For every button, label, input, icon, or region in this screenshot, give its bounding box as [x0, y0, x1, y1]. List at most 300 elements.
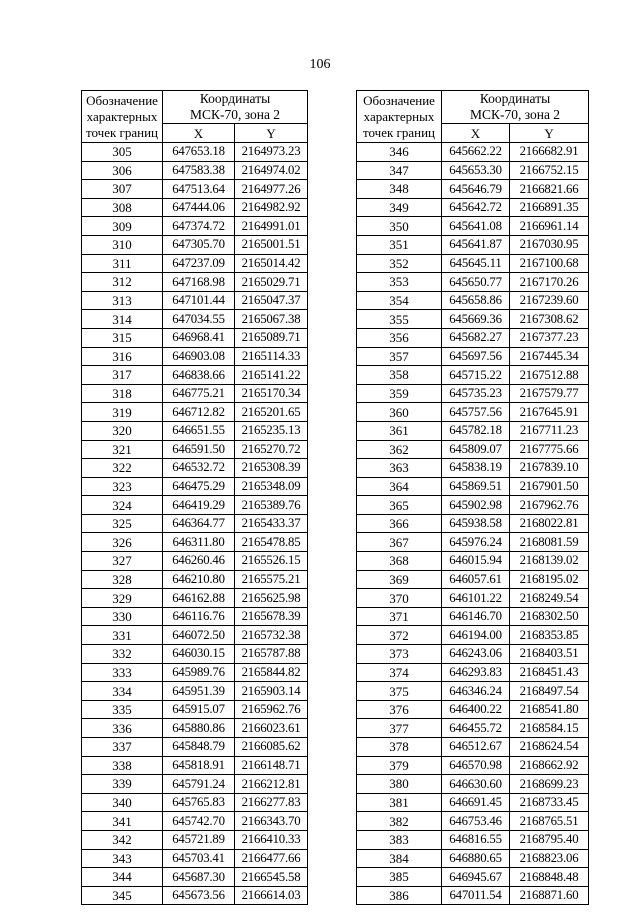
x-coordinate-cell: 645880.86 [163, 719, 235, 738]
y-coordinate-cell: 2168302.50 [510, 607, 589, 626]
y-coordinate-cell: 2166545.58 [235, 868, 308, 887]
point-label-line: точек границ [85, 124, 159, 140]
table-row [82, 403, 308, 422]
coordinates-title-line: Координаты [479, 91, 551, 106]
x-coordinate-cell: 647305.70 [163, 235, 235, 254]
point-number-cell: 333 [82, 663, 163, 682]
table-row [357, 886, 589, 905]
point-number-cell: 336 [82, 719, 163, 738]
y-coordinate-cell: 2168139.02 [510, 552, 589, 571]
table-row [82, 775, 308, 794]
table-row [82, 384, 308, 403]
y-coordinate-cell: 2166023.61 [235, 719, 308, 738]
table-row [357, 607, 589, 626]
y-coordinate-cell: 2165433.37 [235, 514, 308, 533]
point-label-line: характерных [363, 108, 435, 124]
point-number-cell: 359 [357, 384, 442, 403]
x-coordinate-cell: 645641.87 [442, 235, 510, 254]
x-column-header: X [163, 124, 235, 143]
point-number-cell: 364 [357, 477, 442, 496]
point-number-cell: 325 [82, 514, 163, 533]
point-number-cell: 372 [357, 626, 442, 645]
x-coordinate-cell: 645818.91 [163, 756, 235, 775]
y-coordinate-cell: 2165962.76 [235, 700, 308, 719]
table-row [357, 700, 589, 719]
table-row [357, 459, 589, 478]
y-coordinate-cell: 2167445.34 [510, 347, 589, 366]
point-number-cell: 349 [357, 198, 442, 217]
point-number-cell: 360 [357, 403, 442, 422]
table-row [82, 570, 308, 589]
table-row [82, 552, 308, 571]
y-coordinate-cell: 2164991.01 [235, 217, 308, 236]
x-coordinate-cell: 645869.51 [442, 477, 510, 496]
x-coordinate-cell: 647444.06 [163, 198, 235, 217]
x-coordinate-cell: 646475.29 [163, 477, 235, 496]
x-coordinate-cell: 647034.55 [163, 310, 235, 329]
point-number-cell: 369 [357, 570, 442, 589]
table-row [82, 198, 308, 217]
point-label-header [357, 91, 442, 143]
x-coordinate-cell: 645782.18 [442, 421, 510, 440]
table-row [82, 886, 308, 905]
coordinates-table-left [81, 90, 308, 905]
table-row [82, 161, 308, 180]
point-number-cell: 312 [82, 273, 163, 292]
y-coordinate-cell: 2165029.71 [235, 273, 308, 292]
y-coordinate-cell: 2168765.51 [510, 812, 589, 831]
y-coordinate-cell: 2166085.62 [235, 738, 308, 757]
x-coordinate-cell: 647011.54 [442, 886, 510, 905]
table-row [357, 682, 589, 701]
point-number-cell: 305 [82, 143, 163, 162]
y-coordinate-cell: 2166212.81 [235, 775, 308, 794]
y-coordinate-cell: 2167962.76 [510, 496, 589, 515]
table-row [357, 291, 589, 310]
table-row [357, 180, 589, 199]
x-coordinate-cell: 645902.98 [442, 496, 510, 515]
y-coordinate-cell: 2166477.66 [235, 849, 308, 868]
point-number-cell: 363 [357, 459, 442, 478]
x-coordinate-cell: 645791.24 [163, 775, 235, 794]
point-number-cell: 355 [357, 310, 442, 329]
x-coordinate-cell: 645838.19 [442, 459, 510, 478]
point-number-cell: 310 [82, 235, 163, 254]
y-coordinate-cell: 2166961.14 [510, 217, 589, 236]
point-number-cell: 313 [82, 291, 163, 310]
coordinates-header [442, 91, 589, 124]
y-coordinate-cell: 2168733.45 [510, 793, 589, 812]
point-number-cell: 343 [82, 849, 163, 868]
x-coordinate-cell: 646146.70 [442, 607, 510, 626]
y-coordinate-cell: 2167239.60 [510, 291, 589, 310]
y-coordinate-cell: 2167579.77 [510, 384, 589, 403]
page-number: 106 [309, 57, 331, 72]
point-number-cell: 352 [357, 254, 442, 273]
table-row [357, 719, 589, 738]
x-coordinate-cell: 645645.11 [442, 254, 510, 273]
y-coordinate-cell: 2165114.33 [235, 347, 308, 366]
point-number-cell: 376 [357, 700, 442, 719]
y-coordinate-cell: 2168497.54 [510, 682, 589, 701]
table-row [82, 440, 308, 459]
point-number-cell: 383 [357, 830, 442, 849]
point-label-header [82, 91, 163, 143]
table-row [357, 440, 589, 459]
y-coordinate-cell: 2168249.54 [510, 589, 589, 608]
table-row [357, 812, 589, 831]
point-number-cell: 357 [357, 347, 442, 366]
x-coordinate-cell: 646630.60 [442, 775, 510, 794]
y-coordinate-cell: 2165001.51 [235, 235, 308, 254]
y-coordinate-cell: 2168848.48 [510, 868, 589, 887]
y-coordinate-cell: 2166682.91 [510, 143, 589, 162]
x-coordinate-cell: 646072.50 [163, 626, 235, 645]
point-number-cell: 366 [357, 514, 442, 533]
table-row [82, 477, 308, 496]
x-coordinate-cell: 645662.22 [442, 143, 510, 162]
x-coordinate-cell: 646311.80 [163, 533, 235, 552]
table-row [357, 347, 589, 366]
table-row [82, 663, 308, 682]
y-coordinate-cell: 2164973.23 [235, 143, 308, 162]
y-coordinate-cell: 2165389.76 [235, 496, 308, 515]
table-row [82, 514, 308, 533]
y-coordinate-cell: 2167711.23 [510, 421, 589, 440]
x-coordinate-cell: 645669.36 [442, 310, 510, 329]
point-number-cell: 342 [82, 830, 163, 849]
point-number-cell: 385 [357, 868, 442, 887]
table-row [357, 570, 589, 589]
x-coordinate-cell: 645682.27 [442, 328, 510, 347]
table-row [82, 756, 308, 775]
y-coordinate-cell: 2165348.09 [235, 477, 308, 496]
y-coordinate-cell: 2166821.66 [510, 180, 589, 199]
x-coordinate-cell: 647101.44 [163, 291, 235, 310]
y-coordinate-cell: 2165625.98 [235, 589, 308, 608]
point-number-cell: 368 [357, 552, 442, 571]
coordinates-header [163, 91, 308, 124]
table-row [82, 217, 308, 236]
y-coordinate-cell: 2168403.51 [510, 645, 589, 664]
x-coordinate-cell: 645687.30 [163, 868, 235, 887]
x-coordinate-cell: 646116.76 [163, 607, 235, 626]
table-row [82, 533, 308, 552]
x-coordinate-cell: 646455.72 [442, 719, 510, 738]
table-body [357, 143, 589, 905]
point-number-cell: 329 [82, 589, 163, 608]
x-coordinate-cell: 647374.72 [163, 217, 235, 236]
y-coordinate-cell: 2167645.91 [510, 403, 589, 422]
y-column-header: Y [510, 124, 589, 143]
y-coordinate-cell: 2165478.85 [235, 533, 308, 552]
x-coordinate-cell: 646532.72 [163, 459, 235, 478]
x-coordinate-cell: 645809.07 [442, 440, 510, 459]
y-coordinate-cell: 2165089.71 [235, 328, 308, 347]
y-coordinate-cell: 2168541.80 [510, 700, 589, 719]
y-coordinate-cell: 2164977.26 [235, 180, 308, 199]
point-number-cell: 337 [82, 738, 163, 757]
y-coordinate-cell: 2168871.60 [510, 886, 589, 905]
x-coordinate-cell: 645650.77 [442, 273, 510, 292]
x-coordinate-cell: 646903.08 [163, 347, 235, 366]
x-coordinate-cell: 646512.67 [442, 738, 510, 757]
y-coordinate-cell: 2166752.15 [510, 161, 589, 180]
y-coordinate-cell: 2166148.71 [235, 756, 308, 775]
y-coordinate-cell: 2166277.83 [235, 793, 308, 812]
table-row [357, 830, 589, 849]
point-number-cell: 320 [82, 421, 163, 440]
table-row [82, 273, 308, 292]
x-coordinate-cell: 645989.76 [163, 663, 235, 682]
x-coordinate-cell: 647168.98 [163, 273, 235, 292]
y-coordinate-cell: 2165526.15 [235, 552, 308, 571]
point-number-cell: 307 [82, 180, 163, 199]
x-coordinate-cell: 645653.30 [442, 161, 510, 180]
x-coordinate-cell: 645735.23 [442, 384, 510, 403]
point-number-cell: 308 [82, 198, 163, 217]
x-coordinate-cell: 646101.22 [442, 589, 510, 608]
y-coordinate-cell: 2167377.23 [510, 328, 589, 347]
x-coordinate-cell: 646691.45 [442, 793, 510, 812]
y-coordinate-cell: 2168451.43 [510, 663, 589, 682]
point-number-cell: 346 [357, 143, 442, 162]
point-number-cell: 380 [357, 775, 442, 794]
table-row [357, 366, 589, 385]
y-coordinate-cell: 2165270.72 [235, 440, 308, 459]
table-row [357, 143, 589, 162]
point-number-cell: 384 [357, 849, 442, 868]
y-coordinate-cell: 2165678.39 [235, 607, 308, 626]
x-coordinate-cell: 646775.21 [163, 384, 235, 403]
x-coordinate-cell: 647237.09 [163, 254, 235, 273]
table-row [82, 830, 308, 849]
x-coordinate-cell: 646753.46 [442, 812, 510, 831]
table-row [357, 328, 589, 347]
table-row [357, 663, 589, 682]
y-coordinate-cell: 2166410.33 [235, 830, 308, 849]
coordinates-title-line: МСК-70, зона 2 [189, 107, 281, 122]
x-coordinate-cell: 646945.67 [442, 868, 510, 887]
table-row [82, 347, 308, 366]
table-row [82, 421, 308, 440]
point-number-cell: 339 [82, 775, 163, 794]
x-coordinate-cell: 645673.56 [163, 886, 235, 905]
x-coordinate-cell: 646194.00 [442, 626, 510, 645]
point-number-cell: 326 [82, 533, 163, 552]
x-column-header: X [442, 124, 510, 143]
x-coordinate-cell: 645721.89 [163, 830, 235, 849]
point-number-cell: 318 [82, 384, 163, 403]
y-coordinate-cell: 2167308.62 [510, 310, 589, 329]
table-row [357, 198, 589, 217]
x-coordinate-cell: 645646.79 [442, 180, 510, 199]
point-number-cell: 332 [82, 645, 163, 664]
x-coordinate-cell: 646816.55 [442, 830, 510, 849]
y-coordinate-cell: 2168795.40 [510, 830, 589, 849]
y-coordinate-cell: 2166614.03 [235, 886, 308, 905]
point-label-line: Обозначение [86, 92, 158, 108]
x-coordinate-cell: 645658.86 [442, 291, 510, 310]
point-number-cell: 340 [82, 793, 163, 812]
table-row [357, 161, 589, 180]
y-coordinate-cell: 2167901.50 [510, 477, 589, 496]
point-number-cell: 323 [82, 477, 163, 496]
point-number-cell: 353 [357, 273, 442, 292]
table-row [82, 235, 308, 254]
point-number-cell: 379 [357, 756, 442, 775]
y-coordinate-cell: 2165014.42 [235, 254, 308, 273]
point-number-cell: 321 [82, 440, 163, 459]
table-row [82, 700, 308, 719]
table-row [82, 626, 308, 645]
y-coordinate-cell: 2167839.10 [510, 459, 589, 478]
point-number-cell: 354 [357, 291, 442, 310]
y-coordinate-cell: 2168624.54 [510, 738, 589, 757]
point-number-cell: 381 [357, 793, 442, 812]
point-number-cell: 371 [357, 607, 442, 626]
x-coordinate-cell: 646260.46 [163, 552, 235, 571]
point-number-cell: 382 [357, 812, 442, 831]
point-number-cell: 374 [357, 663, 442, 682]
point-number-cell: 347 [357, 161, 442, 180]
table-row [357, 235, 589, 254]
table-row [82, 849, 308, 868]
table-row [82, 291, 308, 310]
point-number-cell: 316 [82, 347, 163, 366]
y-column-header: Y [235, 124, 308, 143]
y-coordinate-cell: 2168353.85 [510, 626, 589, 645]
point-number-cell: 314 [82, 310, 163, 329]
point-number-cell: 309 [82, 217, 163, 236]
table-row [357, 254, 589, 273]
table-row [82, 459, 308, 478]
table-row [82, 645, 308, 664]
y-coordinate-cell: 2165844.82 [235, 663, 308, 682]
table-row [357, 496, 589, 515]
point-number-cell: 315 [82, 328, 163, 347]
table-row [357, 273, 589, 292]
table-row [357, 384, 589, 403]
y-coordinate-cell: 2168823.06 [510, 849, 589, 868]
table-row [82, 868, 308, 887]
point-number-cell: 377 [357, 719, 442, 738]
point-number-cell: 306 [82, 161, 163, 180]
point-number-cell: 330 [82, 607, 163, 626]
table-row [357, 552, 589, 571]
point-label-line: характерных [86, 108, 158, 124]
point-number-cell: 319 [82, 403, 163, 422]
y-coordinate-cell: 2165170.34 [235, 384, 308, 403]
table-row [357, 589, 589, 608]
x-coordinate-cell: 646419.29 [163, 496, 235, 515]
table-row [357, 849, 589, 868]
point-number-cell: 378 [357, 738, 442, 757]
point-number-cell: 317 [82, 366, 163, 385]
y-coordinate-cell: 2165787.88 [235, 645, 308, 664]
x-coordinate-cell: 646162.88 [163, 589, 235, 608]
y-coordinate-cell: 2167030.95 [510, 235, 589, 254]
table-row [82, 328, 308, 347]
point-number-cell: 356 [357, 328, 442, 347]
y-coordinate-cell: 2165903.14 [235, 682, 308, 701]
x-coordinate-cell: 647653.18 [163, 143, 235, 162]
y-coordinate-cell: 2165235.13 [235, 421, 308, 440]
x-coordinate-cell: 645951.39 [163, 682, 235, 701]
point-number-cell: 348 [357, 180, 442, 199]
x-coordinate-cell: 645976.24 [442, 533, 510, 552]
table-row [357, 310, 589, 329]
point-number-cell: 365 [357, 496, 442, 515]
point-number-cell: 334 [82, 682, 163, 701]
y-coordinate-cell: 2167512.88 [510, 366, 589, 385]
x-coordinate-cell: 646030.15 [163, 645, 235, 664]
x-coordinate-cell: 646243.06 [442, 645, 510, 664]
table-row [357, 626, 589, 645]
x-coordinate-cell: 646651.55 [163, 421, 235, 440]
point-number-cell: 344 [82, 868, 163, 887]
x-coordinate-cell: 646570.98 [442, 756, 510, 775]
table-row [357, 775, 589, 794]
y-coordinate-cell: 2165308.39 [235, 459, 308, 478]
point-number-cell: 345 [82, 886, 163, 905]
point-number-cell: 375 [357, 682, 442, 701]
y-coordinate-cell: 2165141.22 [235, 366, 308, 385]
x-coordinate-cell: 646712.82 [163, 403, 235, 422]
y-coordinate-cell: 2165067.38 [235, 310, 308, 329]
point-number-cell: 358 [357, 366, 442, 385]
x-coordinate-cell: 645938.58 [442, 514, 510, 533]
y-coordinate-cell: 2167775.66 [510, 440, 589, 459]
y-coordinate-cell: 2165732.38 [235, 626, 308, 645]
x-coordinate-cell: 645848.79 [163, 738, 235, 757]
x-coordinate-cell: 646838.66 [163, 366, 235, 385]
table-row [82, 496, 308, 515]
y-coordinate-cell: 2168195.02 [510, 570, 589, 589]
table-row [82, 719, 308, 738]
point-number-cell: 373 [357, 645, 442, 664]
table-row [82, 254, 308, 273]
table-row [357, 868, 589, 887]
table-row [357, 514, 589, 533]
point-number-cell: 361 [357, 421, 442, 440]
y-coordinate-cell: 2166343.70 [235, 812, 308, 831]
x-coordinate-cell: 646293.83 [442, 663, 510, 682]
table-row [357, 793, 589, 812]
point-number-cell: 351 [357, 235, 442, 254]
table-row [82, 310, 308, 329]
table-row [357, 738, 589, 757]
x-coordinate-cell: 645757.56 [442, 403, 510, 422]
y-coordinate-cell: 2165201.65 [235, 403, 308, 422]
point-number-cell: 350 [357, 217, 442, 236]
point-number-cell: 362 [357, 440, 442, 459]
x-coordinate-cell: 647583.38 [163, 161, 235, 180]
x-coordinate-cell: 646400.22 [442, 700, 510, 719]
x-coordinate-cell: 645915.07 [163, 700, 235, 719]
table-row [357, 477, 589, 496]
y-coordinate-cell: 2168584.15 [510, 719, 589, 738]
table-row [82, 180, 308, 199]
x-coordinate-cell: 645765.83 [163, 793, 235, 812]
point-number-cell: 370 [357, 589, 442, 608]
x-coordinate-cell: 646346.24 [442, 682, 510, 701]
coordinates-title-line: МСК-70, зона 2 [469, 107, 561, 122]
y-coordinate-cell: 2168081.59 [510, 533, 589, 552]
y-coordinate-cell: 2168699.23 [510, 775, 589, 794]
x-coordinate-cell: 645703.41 [163, 849, 235, 868]
table-row [82, 143, 308, 162]
